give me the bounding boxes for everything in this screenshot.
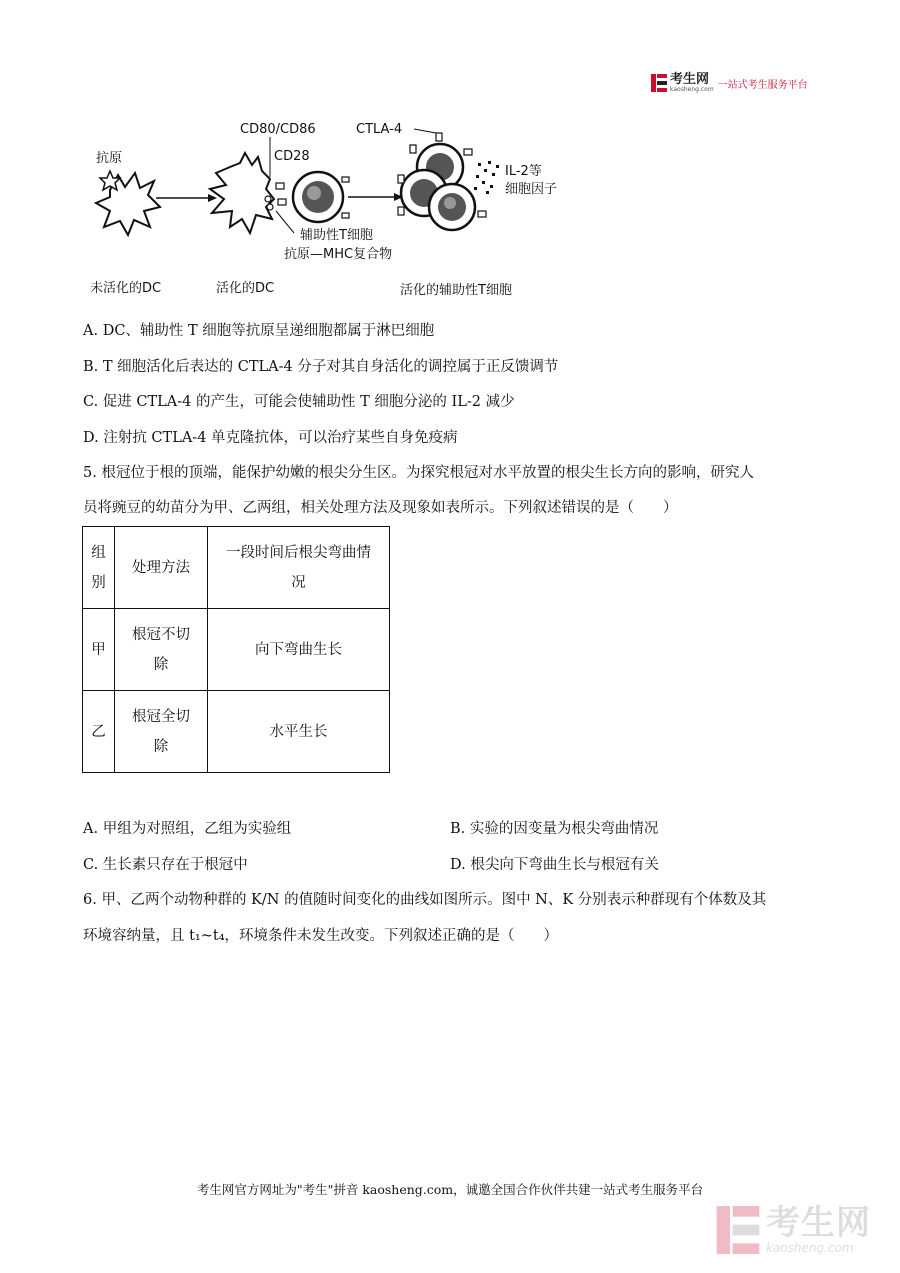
label-helper-t: 辅助性T细胞 <box>300 228 373 243</box>
q5-option-d: D. 根尖向下弯曲生长与根冠有关 <box>450 857 659 873</box>
q5-table <box>82 526 390 773</box>
label-cd28: CD28 <box>274 149 310 164</box>
label-il2: IL-2等 <box>505 164 542 179</box>
logo-slogan: 一站式考生服务平台 <box>717 79 808 91</box>
row1-method: 根冠不切 除 <box>115 609 208 691</box>
activated-t-cell-cluster <box>398 133 486 230</box>
watermark-logo-icon <box>716 1206 760 1254</box>
table-row <box>83 691 390 773</box>
row2-result: 水平生长 <box>208 691 390 773</box>
q4-option-d: D. 注射抗 CTLA-4 单克隆抗体，可以治疗某些自身免疫病 <box>83 430 458 446</box>
q6-stem-line1: 6. 甲、乙两个动物种群的 K/N 的值随时间变化的曲线如图所示。图中 N、K 分别表示种群现有个体数及其 <box>83 892 767 908</box>
caption-inactive-dc: 未活化的DC <box>90 281 162 296</box>
logo-url: kaosheng.com <box>670 85 714 93</box>
label-cytokine: 细胞因子 <box>505 182 558 197</box>
q5-stem-line1: 5. 根冠位于根的顶端，能保护幼嫩的根尖分生区。为探究根冠对水平放置的根尖生长方向的影响，研究人 <box>83 465 754 481</box>
q4-option-a: A. DC、辅助性 T 细胞等抗原呈递细胞都属于淋巴细胞 <box>83 323 435 339</box>
q5-option-a: A. 甲组为对照组，乙组为实验组 <box>83 821 292 837</box>
label-antigen: 抗原 <box>96 151 123 166</box>
helper-t-cell <box>293 172 349 222</box>
active-dc-cell <box>210 153 274 233</box>
row1-result: 向下弯曲生长 <box>208 609 390 691</box>
q5-option-c: C. 生长素只存在于根冠中 <box>83 857 248 873</box>
header-logo <box>651 72 808 94</box>
caption-active-dc: 活化的DC <box>216 281 275 296</box>
row1-group: 甲 <box>83 609 115 691</box>
header-group: 组 别 <box>83 527 115 609</box>
q5-stem-line2: 员将豌豆的幼苗分为甲、乙两组，相关处理方法及现象如表所示。下列叙述错误的是（ ） <box>83 500 678 516</box>
watermark-name: 考生网 <box>766 1203 871 1243</box>
q4-option-b: B. T 细胞活化后表达的 CTLA-4 分子对其自身活化的调控属于正反馈调节 <box>83 359 559 375</box>
cytokine-dots-icon <box>474 161 499 194</box>
table-header-row <box>83 527 390 609</box>
arrow-right-icon <box>156 194 217 202</box>
q4-option-c: C. 促进 CTLA-4 的产生，可能会使辅助性 T 细胞分泌的 IL-2 减少 <box>83 394 515 410</box>
label-ctla4: CTLA-4 <box>356 122 403 137</box>
q5-option-b: B. 实验的因变量为根尖弯曲情况 <box>450 821 659 837</box>
header-method: 处理方法 <box>115 527 208 609</box>
logo-mark-icon <box>651 74 667 92</box>
page-footer: 考生网官方网址为"考生"拼音 kaosheng.com，诚邀全国合作伙伴共建一站式考生服务平台 <box>196 1182 704 1197</box>
caption-active-t: 活化的辅助性T细胞 <box>400 283 512 298</box>
watermark-url: kaosheng.com <box>766 1241 854 1255</box>
row2-method: 根冠全切 除 <box>115 691 208 773</box>
label-cd80: CD80/CD86 <box>240 122 316 137</box>
row2-group: 乙 <box>83 691 115 773</box>
immune-diagram <box>80 115 580 305</box>
label-mhc: 抗原—MHC复合物 <box>284 247 393 262</box>
header-result: 一段时间后根尖弯曲情 况 <box>208 527 390 609</box>
logo-name: 考生网 <box>670 71 710 87</box>
table-row <box>83 609 390 691</box>
q6-stem-line2: 环境容纳量，且 t₁~t₄，环境条件未发生改变。下列叙述正确的是（ ） <box>83 928 559 944</box>
watermark <box>716 1205 871 1255</box>
cd28-receptor-icon <box>276 183 286 205</box>
arrow-right-icon <box>348 193 403 201</box>
